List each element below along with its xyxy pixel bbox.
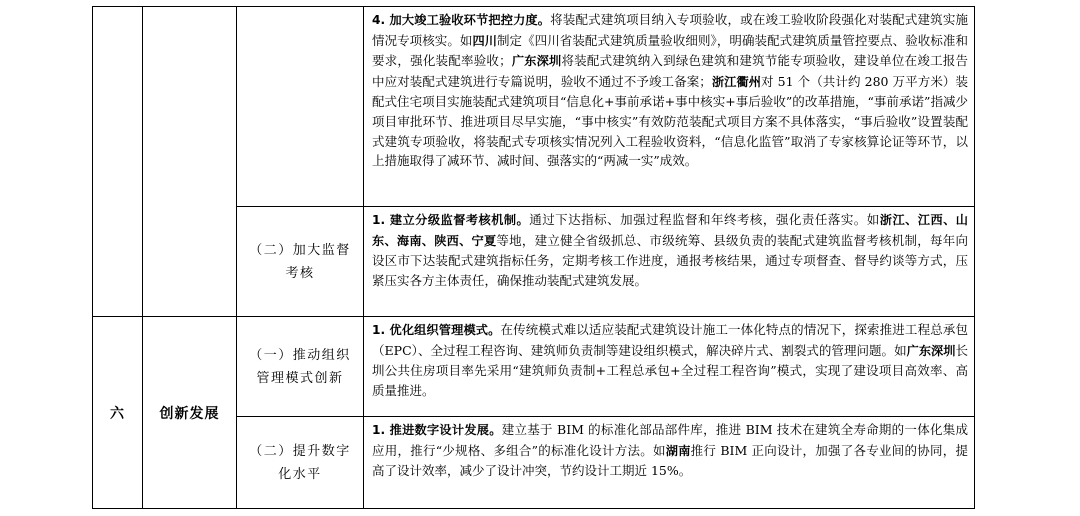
measure-title: 1. 推进数字设计发展。 xyxy=(372,423,502,437)
measure-text: 等地，建立健全省级抓总、市级统筹、县级负责的装配式建筑监督考核机制，每年向设区市下达装配式建筑指标任务，定期考核工作进度，通报考核结果，通过专项督查、督导约谈等方式，压紧压实各方主体责任，确保推动装配式建筑发展。 xyxy=(372,232,968,288)
region-label: 湖南 xyxy=(665,443,691,458)
region-label: 浙江、江西、山东、海南、陕西、宁夏 xyxy=(372,213,968,248)
measure-text: 对 51 个（共计约 280 万平方米）装配式住宅项目实施装配式建筑项目“信息化+事前承诺+事中核实+事后验收”的改革措施，“事前承诺”指减少项目审批环节、推进项目尽早实施，“事中核实”有效防范装配式项目方案不具体落实，“事后验收”设置装配式建筑专项验收，将装配式专项核实情况列入工程验收资料，“信息化监管”取消了专家核算论证等环节，以上措施取得了减环节、减时间、强落实的“两减一实”成效。 xyxy=(372,73,969,169)
region-label: 浙江衢州 xyxy=(711,74,762,89)
num-cell-empty xyxy=(93,7,143,317)
subcategory-cell: （二）提升数字化水平 xyxy=(237,417,364,509)
measure-content xyxy=(364,7,975,207)
measure-title: 4. 加大竣工验收环节把控力度。 xyxy=(372,13,551,27)
measure-text: 建立基于 BIM 的标准化部品部件库，推进 BIM 技术在建筑全寿命期的一体化集成应用，推行“少规格、多组合”的标准化设计方法。如 xyxy=(372,422,968,458)
category-cell-empty xyxy=(143,7,237,317)
measure-title: 1. 优化组织管理模式。 xyxy=(372,323,501,337)
measure-text: 在传统模式难以适应装配式建筑设计施工一体化特点的情况下，探索推进工程总承包（EPC）、全过程工程咨询、建筑师负责制等建设组织模式，解决碎片式、割裂式的管理问题。如 xyxy=(372,322,968,358)
measure-title: 1. 建立分级监督考核机制。 xyxy=(372,213,530,227)
section-category: 创新发展 xyxy=(143,317,237,509)
table-row xyxy=(93,7,975,207)
table-row xyxy=(93,317,975,417)
section-number: 六 xyxy=(93,317,143,509)
subcategory-cell-empty xyxy=(237,7,364,207)
policy-table xyxy=(92,6,975,509)
measure-content xyxy=(364,317,975,417)
measure-text: 制定《四川省装配式建筑质量验收细则》，明确装配式建筑质量管控要点、验收标准和要求，强化装配率验收； xyxy=(372,32,968,69)
measure-text: 长圳公共住房项目率先采用“建筑师负责制+工程总承包+全过程工程咨询”模式，实现了建设项目高效率、高质量推进。 xyxy=(372,342,968,398)
measure-content xyxy=(364,417,975,509)
measure-text: 将装配式建筑项目纳入专项验收，或在竣工验收阶段强化对装配式建筑实施情况专项核实。如 xyxy=(372,12,968,48)
region-label: 广东深圳 xyxy=(906,343,956,358)
measure-content xyxy=(364,207,975,317)
measure-text: 通过下达指标、加强过程监督和年终考核，强化责任落实。如 xyxy=(529,212,880,227)
subcategory-cell: （二）加大监督考核 xyxy=(237,207,364,317)
region-label: 广东深圳 xyxy=(511,54,562,69)
measure-text: 推行 BIM 正向设计，加强了各专业间的协同，提高了设计效率，减少了设计冲突，节约设计工期近 15%。 xyxy=(372,442,968,479)
subcategory-cell: （一）推动组织管理模式创新 xyxy=(237,317,364,417)
measure-text: 将装配式建筑纳入到绿色建筑和建筑节能专项验收，建设单位在竣工报告中应对装配式建筑进行专篇说明，验收不通过不予竣工备案； xyxy=(372,53,968,89)
region-label: 四川 xyxy=(472,33,497,48)
